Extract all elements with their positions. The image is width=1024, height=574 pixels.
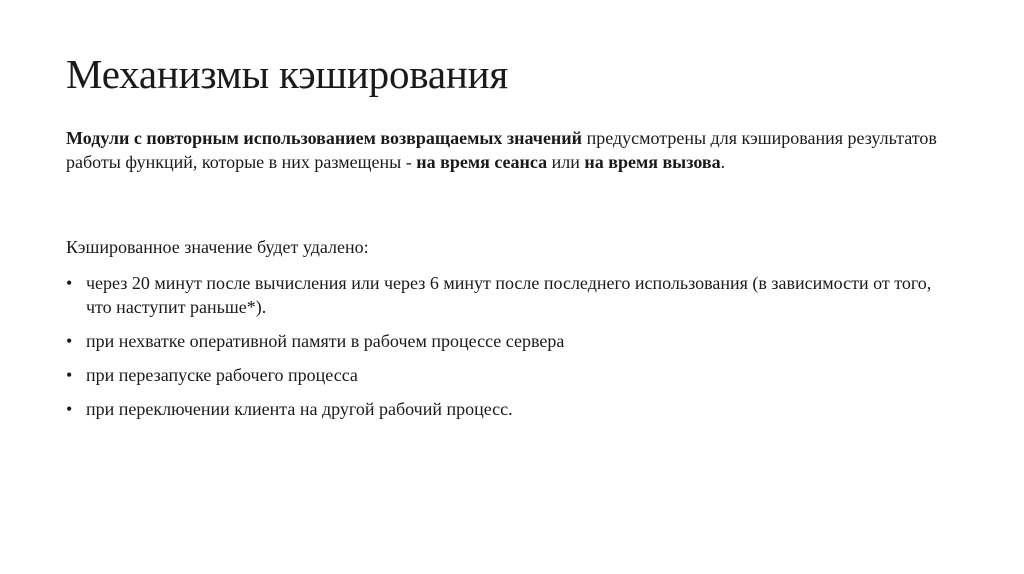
intro-bold-modules: Модули с повторным использованием возвращаемых значений	[66, 128, 583, 148]
bullet-text: при нехватке оперативной памяти в рабочем процессе сервера	[86, 331, 565, 351]
bullet-item	[66, 397, 946, 421]
bullet-text: при переключении клиента на другой рабочий процесс.	[86, 399, 513, 419]
intro-bold-call: на время вызова	[584, 152, 721, 172]
bullet-item	[66, 363, 946, 387]
bullet-list	[66, 271, 946, 431]
bullet-marker: •	[66, 365, 73, 385]
bullet-text: через 20 минут после вычисления или через 6 минут после последнего использования (в зависимости от того, что наступит раньше*).	[86, 273, 932, 317]
bullet-marker: •	[66, 331, 73, 351]
lead-text: Кэшированное значение будет удалено:	[66, 237, 369, 257]
intro-text-3: .	[720, 152, 726, 172]
bullet-item	[66, 271, 946, 319]
slide-title: Механизмы кэширования	[66, 51, 509, 97]
intro-text-2: или	[547, 152, 585, 172]
intro-paragraph	[66, 126, 966, 174]
bullet-marker: •	[66, 399, 73, 419]
bullet-text: при перезапуске рабочего процесса	[86, 365, 358, 385]
bullet-marker: •	[66, 273, 73, 293]
bullet-item	[66, 329, 946, 353]
intro-text-1: предусмотрены для кэширования результатов работы функций, которые в них размещены -	[66, 128, 937, 172]
intro-bold-session: на время сеанса	[416, 152, 548, 172]
